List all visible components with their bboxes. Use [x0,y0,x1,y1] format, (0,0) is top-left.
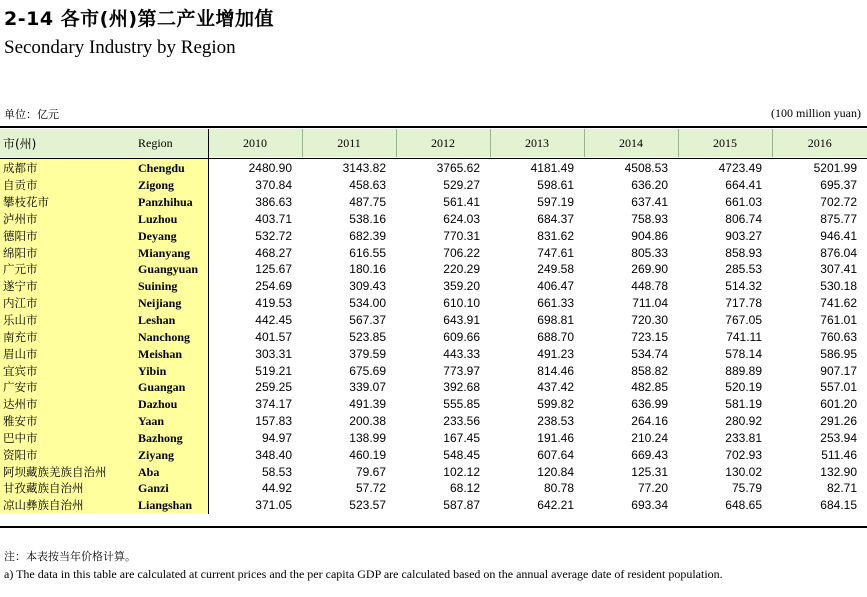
region-name-en: Liangshan [130,497,208,514]
header-bottom-rule [0,158,867,159]
value-cell: 2480.90 [248,161,292,176]
value-cell: 642.21 [537,498,574,513]
value-cell: 643.91 [443,313,480,328]
value-cell: 684.37 [537,211,574,226]
value-cell: 3765.62 [436,161,480,176]
city-name-cn: 资阳市 [0,446,130,463]
table-row [0,295,867,312]
value-cell: 419.53 [255,296,292,311]
city-name-cn: 乐山市 [0,312,130,329]
value-cell: 557.01 [820,380,857,395]
value-cell: 254.69 [255,279,292,294]
value-cell: 58.53 [261,464,292,479]
value-cell: 519.21 [255,363,292,378]
header-year: 2013 [490,129,584,157]
value-cell: 442.45 [255,313,292,328]
city-name-cn: 自贡市 [0,177,130,194]
value-cell: 82.71 [826,481,857,496]
value-cell: 858.82 [631,363,668,378]
region-name-en: Leshan [130,312,208,329]
unit-label-cn: 单位：亿元 [4,108,59,121]
value-cell: 491.23 [537,346,574,361]
value-cell: 698.81 [537,313,574,328]
value-cell: 695.37 [820,178,857,193]
value-cell: 303.31 [255,346,292,361]
value-cell: 77.20 [637,481,668,496]
value-cell: 238.53 [537,414,574,429]
value-cell: 309.43 [349,279,386,294]
value-cell: 760.63 [820,329,857,344]
value-cell: 555.85 [443,397,480,412]
value-cell: 876.04 [820,245,857,260]
value-cell: 371.05 [255,498,292,513]
table-row [0,194,867,211]
value-cell: 889.89 [725,363,762,378]
value-cell: 723.15 [631,329,668,344]
page-title-cn: 2-14 各市(州)第二产业增加值 [4,8,275,30]
value-cell: 661.33 [537,296,574,311]
value-cell: 907.17 [820,363,857,378]
region-name-en: Chengdu [130,157,208,177]
city-name-cn: 内江市 [0,295,130,312]
value-cell: 534.74 [631,346,668,361]
value-cell: 191.46 [537,430,574,445]
value-cell: 610.10 [443,296,480,311]
value-cell: 491.39 [349,397,386,412]
value-cell: 578.14 [725,346,762,361]
table-row [0,446,867,463]
value-cell: 4508.53 [624,161,668,176]
table-row [0,480,867,497]
value-cell: 758.93 [631,211,668,226]
value-cell: 607.64 [537,447,574,462]
region-name-en: Mianyang [130,244,208,261]
value-cell: 773.97 [443,363,480,378]
value-cell: 157.83 [255,414,292,429]
table-row [0,278,867,295]
value-cell: 437.42 [537,380,574,395]
value-cell: 167.45 [443,430,480,445]
city-name-cn: 眉山市 [0,345,130,362]
value-cell: 4723.49 [718,161,762,176]
value-cell: 648.65 [725,498,762,513]
region-name-en: Aba [130,463,208,480]
value-cell: 68.12 [449,481,480,496]
value-cell: 57.72 [355,481,386,496]
value-cell: 609.66 [443,329,480,344]
table-body [0,157,867,514]
value-cell: 130.02 [725,464,762,479]
value-cell: 761.01 [820,313,857,328]
value-cell: 587.87 [443,498,480,513]
value-cell: 523.57 [349,498,386,513]
table-row [0,328,867,345]
unit-label-en: (100 million yuan) [771,106,861,120]
value-cell: 370.84 [255,178,292,193]
value-cell: 717.78 [725,296,762,311]
table-bottom-rule [0,526,867,528]
value-cell: 4181.49 [530,161,574,176]
value-cell: 598.61 [537,178,574,193]
value-cell: 468.27 [255,245,292,260]
table-row [0,157,867,177]
city-name-cn: 遂宁市 [0,278,130,295]
table-row [0,413,867,430]
value-cell: 831.62 [537,228,574,243]
value-cell: 180.16 [349,262,386,277]
value-cell: 233.56 [443,414,480,429]
value-cell: 102.12 [443,464,480,479]
value-cell: 460.19 [349,447,386,462]
value-cell: 875.77 [820,211,857,226]
value-cell: 814.46 [537,363,574,378]
secondary-industry-table [0,129,867,514]
city-name-cn: 广元市 [0,261,130,278]
value-cell: 253.94 [820,430,857,445]
value-cell: 688.70 [537,329,574,344]
value-cell: 120.84 [537,464,574,479]
value-cell: 80.78 [543,481,574,496]
value-cell: 307.41 [820,262,857,277]
region-name-en: Zigong [130,177,208,194]
value-cell: 374.17 [255,397,292,412]
value-cell: 514.32 [725,279,762,294]
value-cell: 581.19 [725,397,762,412]
value-cell: 482.85 [631,380,668,395]
value-cell: 534.00 [349,296,386,311]
value-cell: 702.72 [820,195,857,210]
value-cell: 904.86 [631,228,668,243]
value-cell: 669.43 [631,447,668,462]
value-cell: 125.31 [631,464,668,479]
table-row [0,379,867,396]
value-cell: 664.41 [725,178,762,193]
region-name-en: Deyang [130,227,208,244]
city-name-cn: 攀枝花市 [0,194,130,211]
region-name-en: Meishan [130,345,208,362]
city-name-cn: 成都市 [0,157,130,177]
footnote-en: a) The data in this table are calculated at current prices and the per capita GDP are calculated based on the annual average date of resident population. [4,567,723,581]
city-name-cn: 南充市 [0,328,130,345]
value-cell: 403.71 [255,211,292,226]
header-year: 2012 [396,129,490,157]
value-cell: 616.55 [349,245,386,260]
value-cell: 285.53 [725,262,762,277]
value-cell: 132.90 [820,464,857,479]
value-cell: 711.04 [632,296,668,311]
value-cell: 636.99 [631,397,668,412]
header-year: 2010 [208,129,302,157]
value-cell: 379.59 [349,346,386,361]
region-name-en: Ganzi [130,480,208,497]
value-cell: 220.29 [443,262,480,277]
footnote-cn: 注：本表按当年价格计算。 [4,550,136,563]
value-cell: 806.74 [725,211,762,226]
city-name-cn: 雅安市 [0,413,130,430]
table-row [0,362,867,379]
table-row [0,244,867,261]
value-cell: 599.82 [537,397,574,412]
value-cell: 770.31 [443,228,480,243]
value-cell: 661.03 [725,195,762,210]
region-name-en: Guangan [130,379,208,396]
value-cell: 946.41 [820,228,857,243]
value-cell: 624.03 [443,211,480,226]
value-cell: 5201.99 [813,161,857,176]
value-cell: 511.46 [821,447,857,462]
value-cell: 601.20 [820,397,857,412]
region-name-en: Guangyuan [130,261,208,278]
value-cell: 637.41 [631,195,668,210]
city-name-cn: 达州市 [0,396,130,413]
value-cell: 903.27 [725,228,762,243]
value-cell: 702.93 [725,447,762,462]
region-name-en: Dazhou [130,396,208,413]
region-name-en: Yibin [130,362,208,379]
value-cell: 392.68 [443,380,480,395]
value-cell: 401.57 [255,329,292,344]
region-name-en: Bazhong [130,430,208,447]
table-top-rule [0,126,867,128]
value-cell: 636.20 [631,178,668,193]
city-name-cn: 泸州市 [0,211,130,228]
value-cell: 348.40 [255,447,292,462]
table-row [0,261,867,278]
city-name-cn: 宜宾市 [0,362,130,379]
table-row [0,177,867,194]
value-cell: 548.45 [443,447,480,462]
table-header-row [0,129,867,157]
region-name-en: Neijiang [130,295,208,312]
city-name-cn: 绵阳市 [0,244,130,261]
value-cell: 200.38 [349,414,386,429]
table-row [0,345,867,362]
region-name-en: Suining [130,278,208,295]
value-cell: 443.33 [443,346,480,361]
value-cell: 747.61 [537,245,574,260]
value-cell: 359.20 [443,279,480,294]
header-city-cn: 市(州) [0,129,130,157]
value-cell: 597.19 [537,195,574,210]
value-cell: 280.92 [725,414,762,429]
region-name-en: Yaan [130,413,208,430]
table-row [0,227,867,244]
region-name-en: Luzhou [130,211,208,228]
value-cell: 767.05 [725,313,762,328]
city-name-cn: 阿坝藏族羌族自治州 [0,463,130,480]
city-name-cn: 甘孜藏族自治州 [0,480,130,497]
value-cell: 858.93 [725,245,762,260]
header-year: 2015 [678,129,772,157]
value-cell: 529.27 [443,178,480,193]
value-cell: 210.24 [631,430,668,445]
region-name-en: Nanchong [130,328,208,345]
value-cell: 448.78 [631,279,668,294]
value-cell: 675.69 [349,363,386,378]
page-title-en: Secondary Industry by Region [4,37,236,58]
value-cell: 706.22 [443,245,480,260]
value-cell: 805.33 [631,245,668,260]
value-cell: 264.16 [631,414,668,429]
value-cell: 520.19 [725,380,762,395]
value-cell: 125.67 [255,262,292,277]
header-year: 2014 [584,129,678,157]
city-name-cn: 巴中市 [0,430,130,447]
table-row [0,211,867,228]
table-row [0,312,867,329]
value-cell: 693.34 [631,498,668,513]
value-cell: 458.63 [349,178,386,193]
table-row [0,497,867,514]
table-row [0,463,867,480]
header-region: Region [130,129,208,157]
value-cell: 249.58 [537,262,574,277]
value-cell: 720.30 [631,313,668,328]
data-table-wrapper [0,129,867,514]
value-cell: 586.95 [820,346,857,361]
value-cell: 233.81 [725,430,762,445]
value-cell: 741.11 [726,329,762,344]
header-year: 2011 [302,129,396,157]
value-cell: 561.41 [443,195,480,210]
value-cell: 259.25 [255,380,292,395]
value-cell: 684.15 [820,498,857,513]
value-cell: 741.62 [820,296,857,311]
value-cell: 138.99 [349,430,386,445]
value-cell: 3143.82 [342,161,386,176]
value-cell: 538.16 [349,211,386,226]
value-cell: 487.75 [349,195,386,210]
value-cell: 75.79 [731,481,762,496]
value-cell: 682.39 [349,228,386,243]
city-name-cn: 广安市 [0,379,130,396]
value-cell: 94.97 [261,430,292,445]
value-cell: 44.92 [261,481,292,496]
value-cell: 339.07 [349,380,386,395]
value-cell: 532.72 [255,228,292,243]
table-row [0,430,867,447]
value-cell: 406.47 [537,279,574,294]
city-name-cn: 凉山彝族自治州 [0,497,130,514]
header-year: 2016 [772,129,867,157]
value-cell: 530.18 [820,279,857,294]
table-row [0,396,867,413]
value-cell: 386.63 [255,195,292,210]
value-cell: 291.26 [820,414,857,429]
value-cell: 79.67 [355,464,386,479]
city-name-cn: 德阳市 [0,227,130,244]
value-cell: 523.85 [349,329,386,344]
region-name-en: Ziyang [130,446,208,463]
value-cell: 567.37 [349,313,386,328]
value-cell: 269.90 [631,262,668,277]
region-name-en: Panzhihua [130,194,208,211]
